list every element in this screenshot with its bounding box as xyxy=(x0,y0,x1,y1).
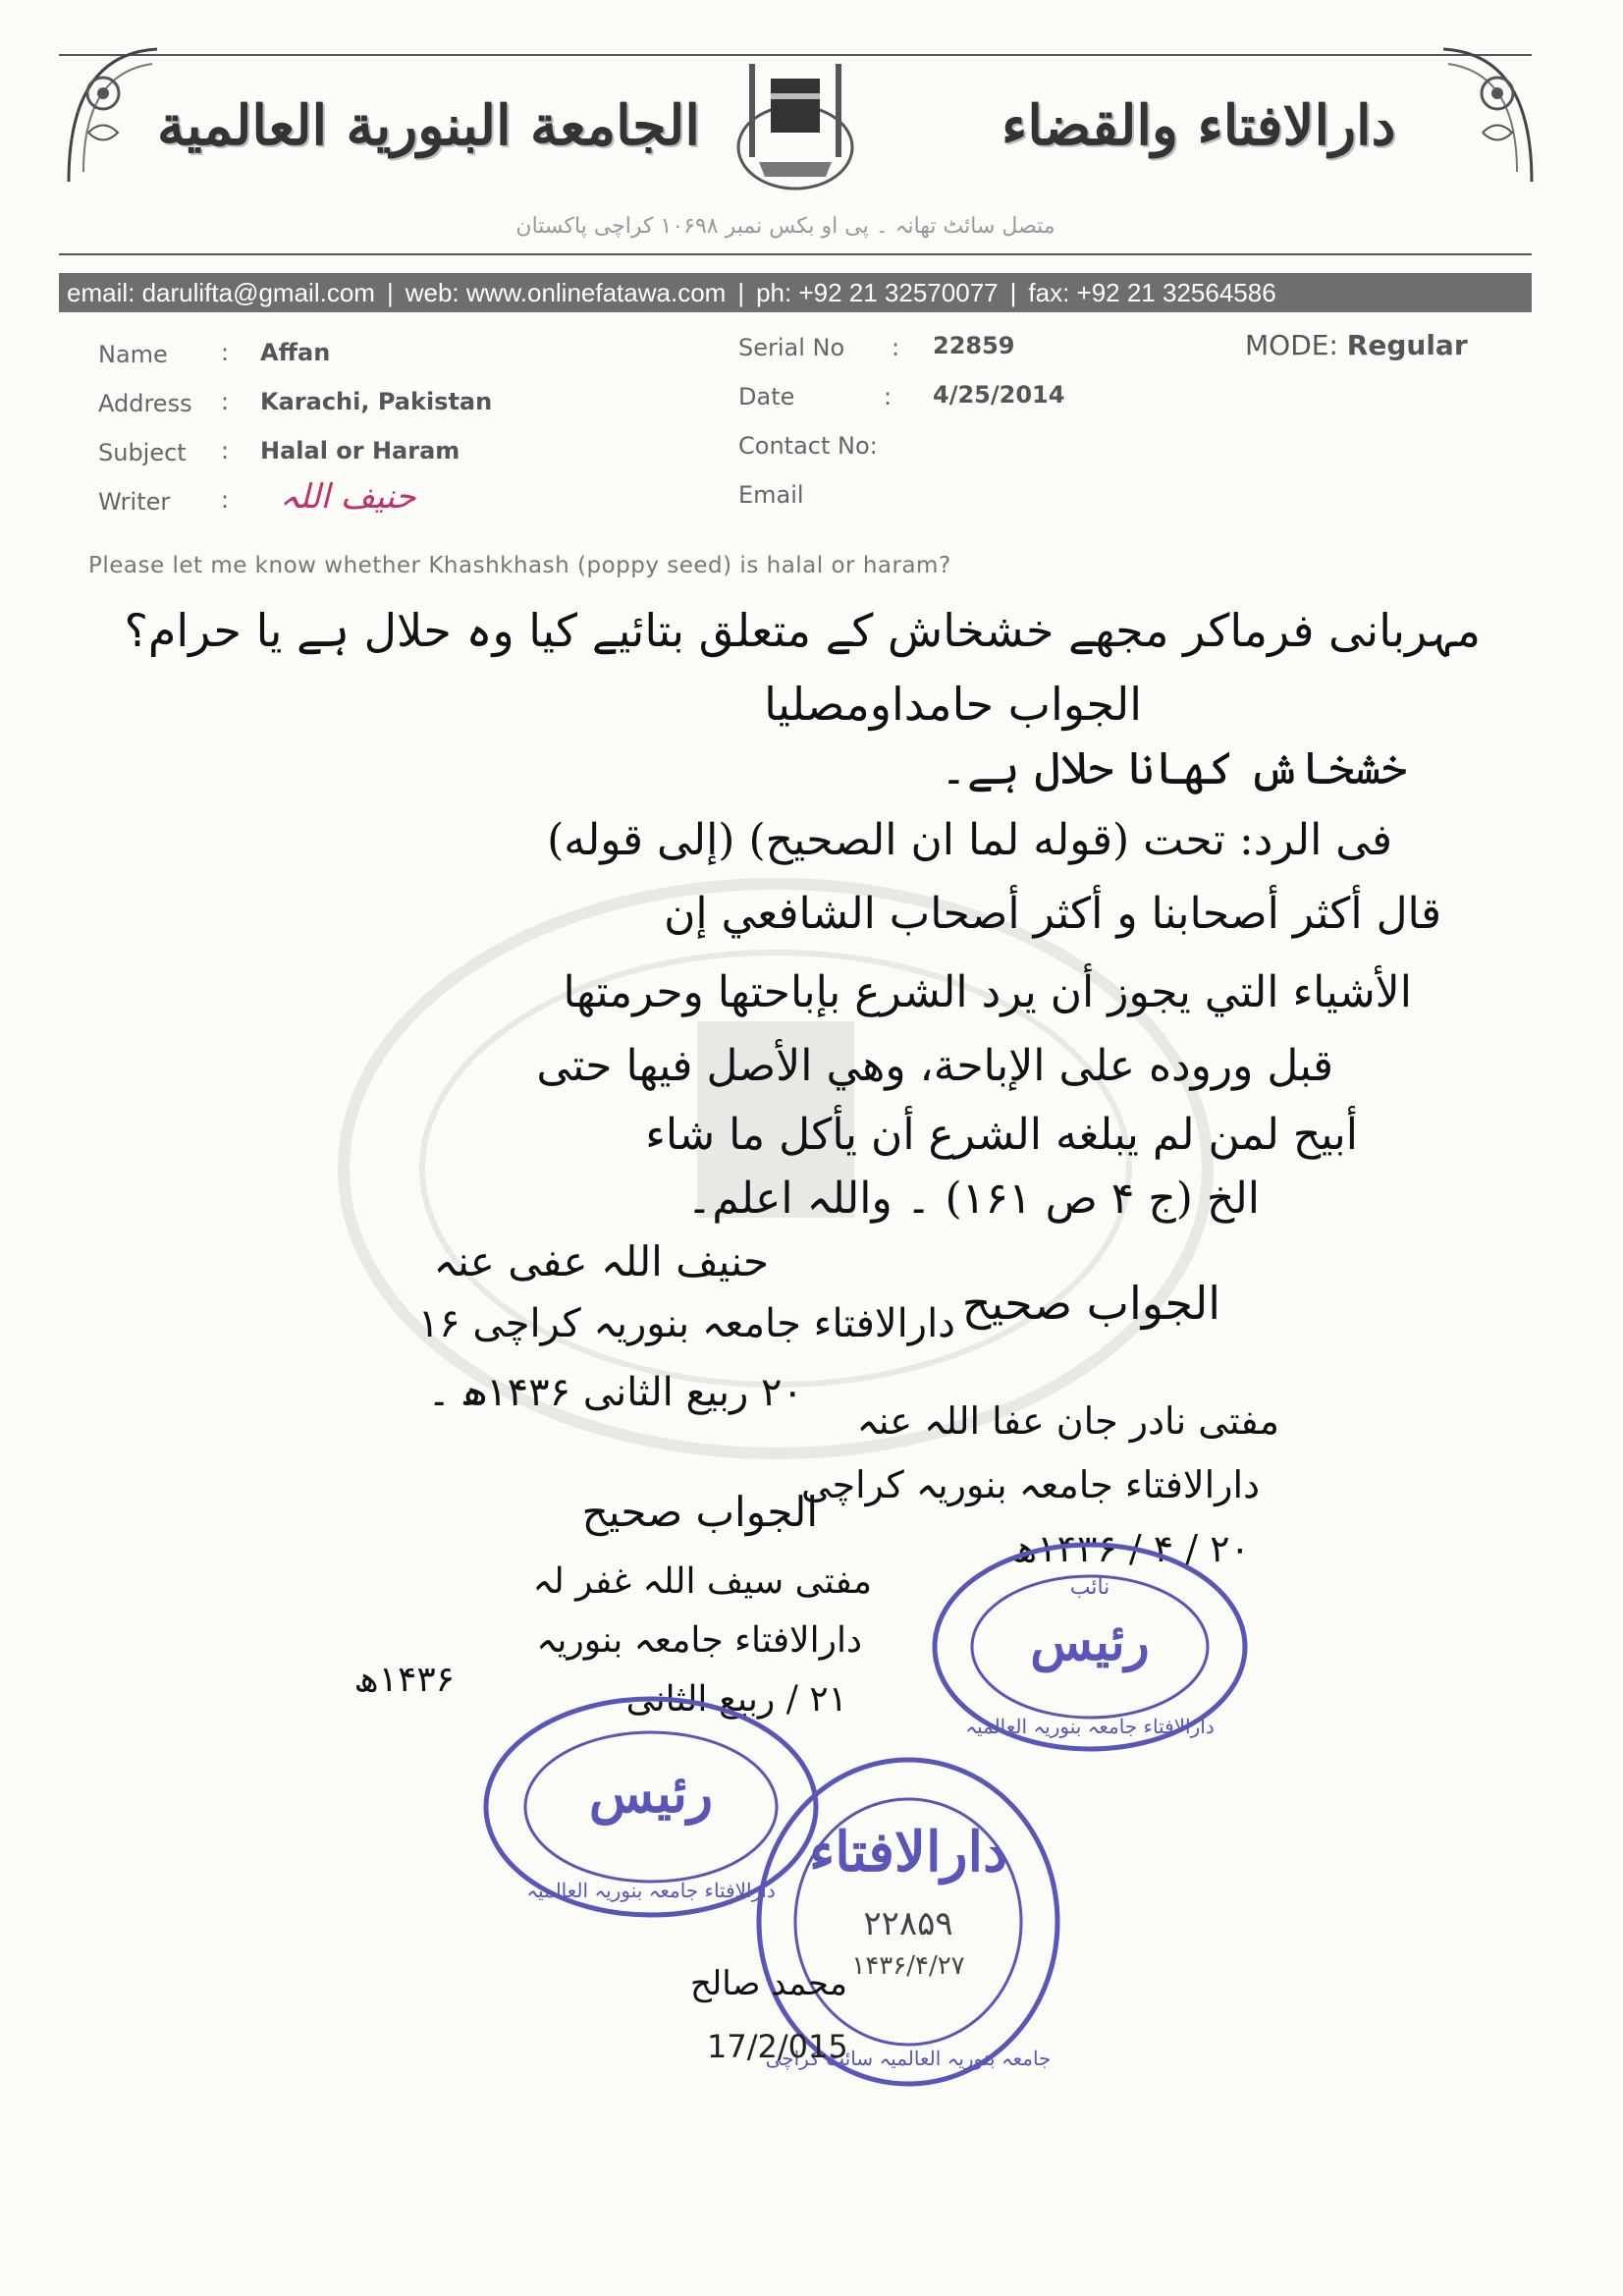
seal-naib-raees-icon xyxy=(928,1537,1252,1758)
endorsement-line: دارالافتاء جامعہ بنوریہ xyxy=(536,1620,862,1661)
address-label: Address xyxy=(98,390,192,417)
endorsement-line: ۲۰ / ۴ / ۱۴۳۶ھ xyxy=(1010,1527,1250,1570)
serial-value: 22859 xyxy=(933,332,1015,359)
name-value: Affan xyxy=(260,339,331,366)
seal2-center-text: رئیس xyxy=(588,1762,714,1825)
endorsement-heading: الجواب صحیح xyxy=(961,1277,1220,1330)
endorsement-line: ۲۱ / ربیع الثانی xyxy=(625,1679,847,1720)
contact-separator: | xyxy=(737,277,745,307)
address-colon: : xyxy=(221,388,230,415)
question-text: Please let me know whether Khashkhash (poppy seed) is halal or haram? xyxy=(88,553,951,578)
final-signature: محمد صالح xyxy=(689,1964,847,2003)
subject-value: Halal or Haram xyxy=(260,437,460,465)
contact-email: email: darulifta@gmail.com xyxy=(67,277,375,307)
endorsement-line: ۱۴۳۶ھ xyxy=(353,1660,455,1700)
signature-name: حنیف اللہ عفی عنہ xyxy=(433,1237,769,1285)
contact-fax: fax: +92 21 32564586 xyxy=(1028,277,1276,307)
name-colon: : xyxy=(221,339,230,366)
letterhead-address: متصل سائٹ تھانہ ۔ پی او بکس نمبر ۱۰۶۹۸ کراچی پاکستان xyxy=(515,214,1055,239)
seal3-center-text: دارالافتاء xyxy=(808,1820,1008,1885)
seal1-center-text: رئیس xyxy=(1030,1613,1150,1672)
signature-institute: دارالافتاء جامعہ بنوریہ کراچی ۱۶ xyxy=(417,1301,955,1346)
writer-colon: : xyxy=(221,486,230,514)
final-date: 17/2/015 xyxy=(707,2028,848,2065)
date-colon: : xyxy=(884,383,893,410)
answer-heading: الجواب حامداومصلیا xyxy=(764,678,1142,731)
mode-value: Regular xyxy=(1346,329,1468,361)
endorsement-line: دارالافتاء جامعہ بنوریہ کراچی xyxy=(800,1463,1260,1506)
seal3-ring-text: جامعہ بنوریہ العالمیہ سائٹ کراچی xyxy=(765,2047,1052,2070)
contact-web: web: www.onlinefatawa.com xyxy=(405,277,727,307)
subject-label: Subject xyxy=(98,439,187,466)
seal3-date-text: ۱۴۳۶/۴/۲۷ xyxy=(851,1951,965,1981)
subject-colon: : xyxy=(221,437,230,465)
contact-bar xyxy=(59,273,1532,312)
endorsement-line: مفتی سیف اللہ غفر لہ xyxy=(532,1561,872,1602)
answer-line: الخ (ج ۴ ص ۱۶۱) ۔ واللہ اعلم۔ xyxy=(686,1174,1260,1224)
contact-phone: ph: +92 21 32570077 xyxy=(756,277,999,307)
writer-label: Writer xyxy=(98,488,171,516)
mode-field xyxy=(1245,329,1468,361)
question-urdu: مہربانی فرماکر مجھے خشخاش کے متعلق بتائیے کیا وہ حلال ہے یا حرام؟ xyxy=(124,604,1481,657)
answer-line: فی الرد: تحت (قوله لما ان الصحیح) (إلى قوله) xyxy=(547,815,1392,865)
seal1-top-text: نائب xyxy=(1069,1575,1110,1600)
endorsement-heading: الجواب صحیح xyxy=(581,1488,818,1536)
mode-label: MODE: xyxy=(1245,329,1338,361)
seal3-number-text: ۲۲۸۵۹ xyxy=(863,1904,953,1943)
contact-separator: | xyxy=(1009,277,1017,307)
answer-line: الأشياء التي يجوز أن يرد الشرع بإباحتها وحرمتها xyxy=(563,967,1412,1017)
letterhead-title-right: دارالافتاء والقضاء xyxy=(1001,93,1396,158)
ornament-left-icon xyxy=(59,34,167,187)
contact-separator: | xyxy=(386,277,394,307)
answer-line: قال أكثر أصحابنا و أكثر أصحاب الشافعي إن xyxy=(664,889,1441,939)
contact-label: Contact No: xyxy=(738,432,878,460)
name-label: Name xyxy=(98,341,168,368)
header-bottom-rule xyxy=(59,253,1532,255)
answer-ruling: خشخاش کھانا حلال ہے۔ xyxy=(940,741,1407,794)
seal1-ring-text: دارالافتاء جامعہ بنوریہ العالمیہ xyxy=(965,1715,1215,1738)
date-label: Date xyxy=(738,383,795,410)
ornament-right-icon xyxy=(1434,34,1542,187)
answer-line: قبل وروده على الإباحة، وهي الأصل فيها حتى xyxy=(536,1041,1333,1091)
serial-label: Serial No xyxy=(738,334,845,361)
email-label: Email xyxy=(738,481,804,509)
signature-date: ۲۰ ربیع الثانی ۱۴۳۶ھ ۔ xyxy=(427,1370,803,1415)
date-value: 4/25/2014 xyxy=(933,381,1065,409)
serial-colon: : xyxy=(892,334,900,361)
writer-signature: حنیف اللہ xyxy=(280,477,416,517)
letterhead-title-left: الجامعة البنورية العالمية xyxy=(157,93,700,158)
kaaba-logo-icon xyxy=(731,39,859,196)
seal2-ring-text: دارالافتاء جامعہ بنوریہ العالمیہ xyxy=(526,1879,776,1902)
address-value: Karachi, Pakistan xyxy=(260,388,493,415)
answer-line: أبيح لمن لم يبلغه الشرع أن يأكل ما شاء xyxy=(645,1110,1358,1160)
endorsement-line: مفتی نادر جان عفا اللہ عنہ xyxy=(856,1399,1279,1443)
